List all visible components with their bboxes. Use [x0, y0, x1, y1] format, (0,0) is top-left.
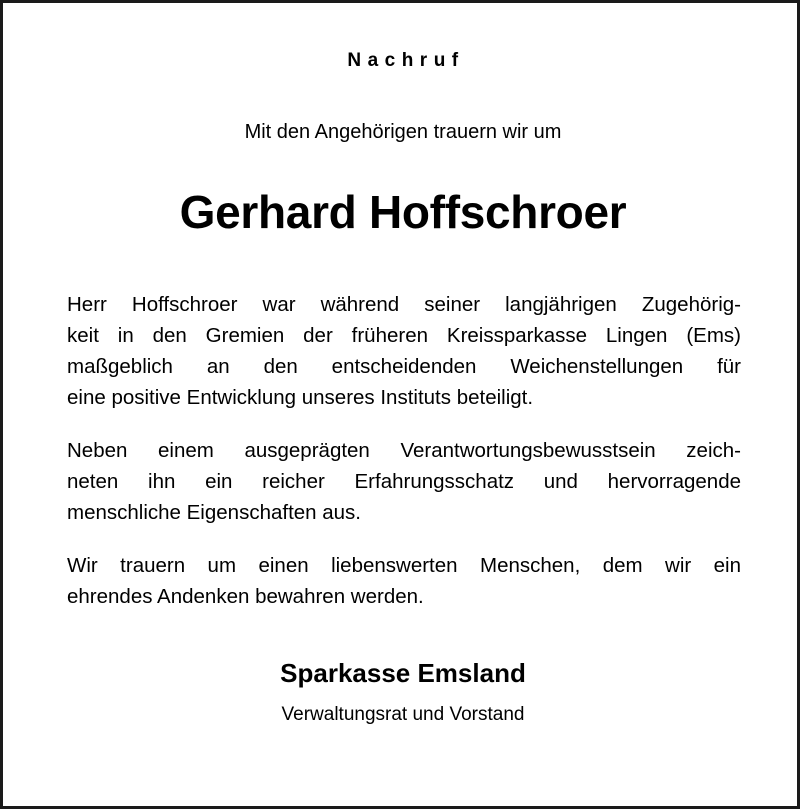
organization-name: Sparkasse Emsland [280, 658, 526, 688]
paragraph-2 [67, 435, 741, 528]
intro-text: Mit den Angehörigen trauern wir um [244, 121, 562, 143]
text-line: menschliche Eigenschaften aus. [67, 501, 362, 524]
notice-heading: Nachruf [347, 50, 465, 71]
deceased-name: Gerhard Hoffschroer [179, 186, 627, 238]
text-line: ehrendes Andenken bewahren werden. [67, 585, 424, 608]
text-line: Herr Hoffschroer war während seiner langjährigen Zugehörig- [67, 293, 741, 316]
text-line: keit in den Gremien der früheren Kreissparkasse Lingen (Ems) [67, 324, 741, 347]
paragraph-1 [67, 289, 741, 413]
text-line: neten ihn ein reicher Erfahrungsschatz und hervorragende [67, 470, 741, 493]
organization-subtitle: Verwaltungsrat und Vorstand [281, 704, 525, 725]
text-line: Wir trauern um einen liebenswerten Menschen, dem wir ein [67, 554, 741, 577]
paragraph-3 [67, 550, 741, 612]
text-line: eine positive Entwicklung unseres Instituts beteiligt. [67, 386, 534, 409]
text-line: Neben einem ausgeprägten Verantwortungsbewusstsein zeich- [67, 439, 741, 462]
obituary-body [67, 289, 741, 634]
text-line: maßgeblich an den entscheidenden Weichenstellungen für [67, 355, 741, 378]
